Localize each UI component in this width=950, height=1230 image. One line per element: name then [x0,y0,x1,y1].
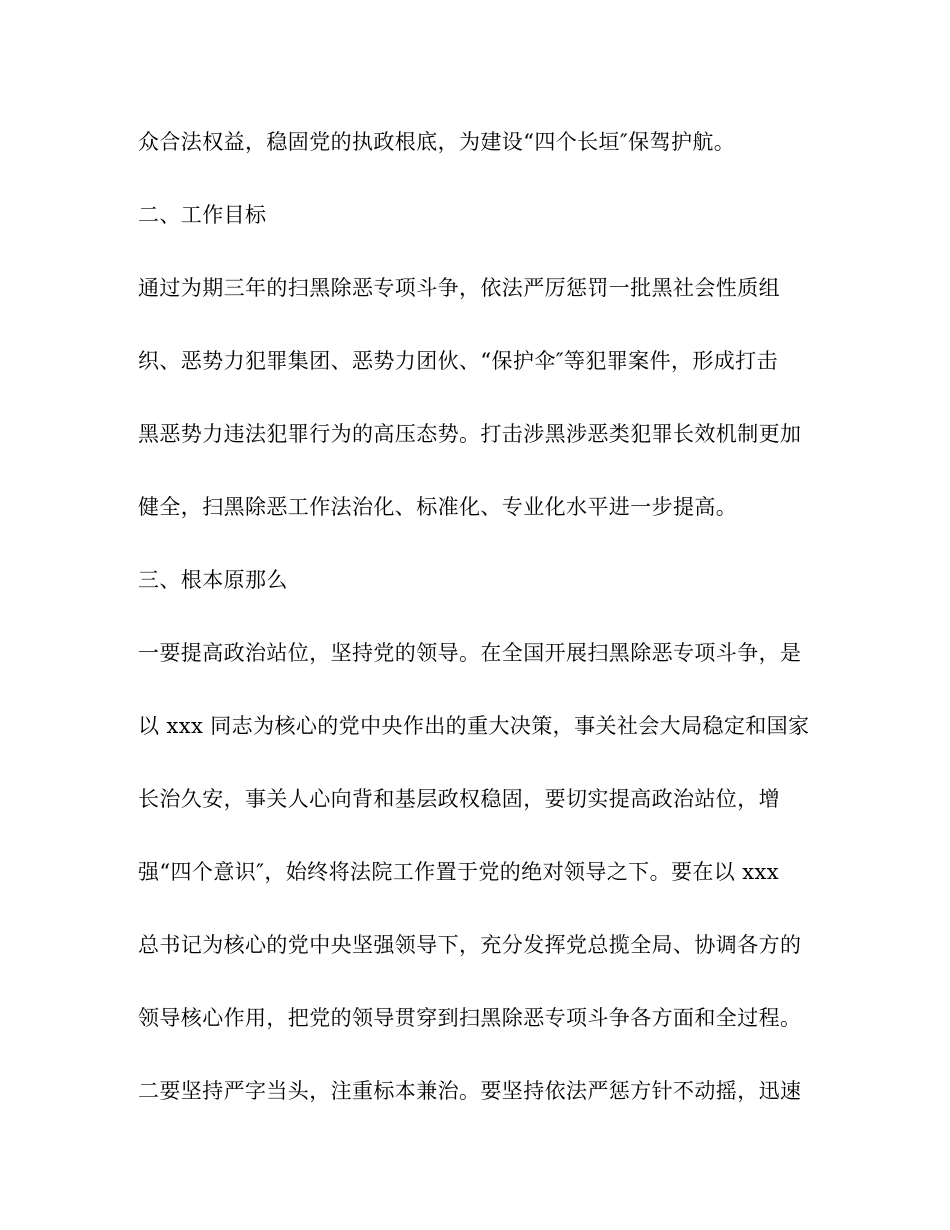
section-heading-basic-principles: 三、根本原那么 [138,568,288,592]
paragraph-line: 领导核心作用，把党的领导贯穿到扫黑除恶专项斗争各方面和全过程。 [138,1006,802,1030]
paragraph-line: 健全，扫黑除恶工作法治化、标准化、专业化水平进一步提高。 [138,495,738,519]
paragraph-line: 黑恶势力违法犯罪行为的高压态势。打击涉黑涉恶类犯罪长效机制更加 [138,422,802,446]
paragraph-line: 通过为期三年的扫黑除恶专项斗争，依法严厉惩罚一批黑社会性质组 [138,276,780,300]
paragraph-line: 强“四个意识″，始终将法院工作置于党的绝对领导之下。要在以 xxx [138,860,779,884]
paragraph-line: 以 xxx 同志为核心的党中央作出的重大决策，事关社会大局稳定和国家 [138,714,810,738]
paragraph-line: 总书记为核心的党中央坚强领导下，充分发挥党总揽全局、协调各方的 [138,933,802,957]
paragraph-line: 一要提高政治站位，坚持党的领导。在全国开展扫黑除恶专项斗争，是 [138,641,802,665]
paragraph-line: 二要坚持严字当头，注重标本兼治。要坚持依法严惩方针不动摇，迅速 [138,1079,802,1103]
paragraph-line: 长治久安，事关人心向背和基层政权稳固，要切实提高政治站位，增 [138,787,780,811]
paragraph-line: 众合法权益，稳固党的执政根底，为建设“四个长垣″保驾护航。 [138,130,736,154]
paragraph-line: 织、恶势力犯罪集团、恶势力团伙、“保护伞″等犯罪案件，形成打击 [138,349,778,373]
section-heading-work-goals: 二、工作目标 [138,203,267,227]
